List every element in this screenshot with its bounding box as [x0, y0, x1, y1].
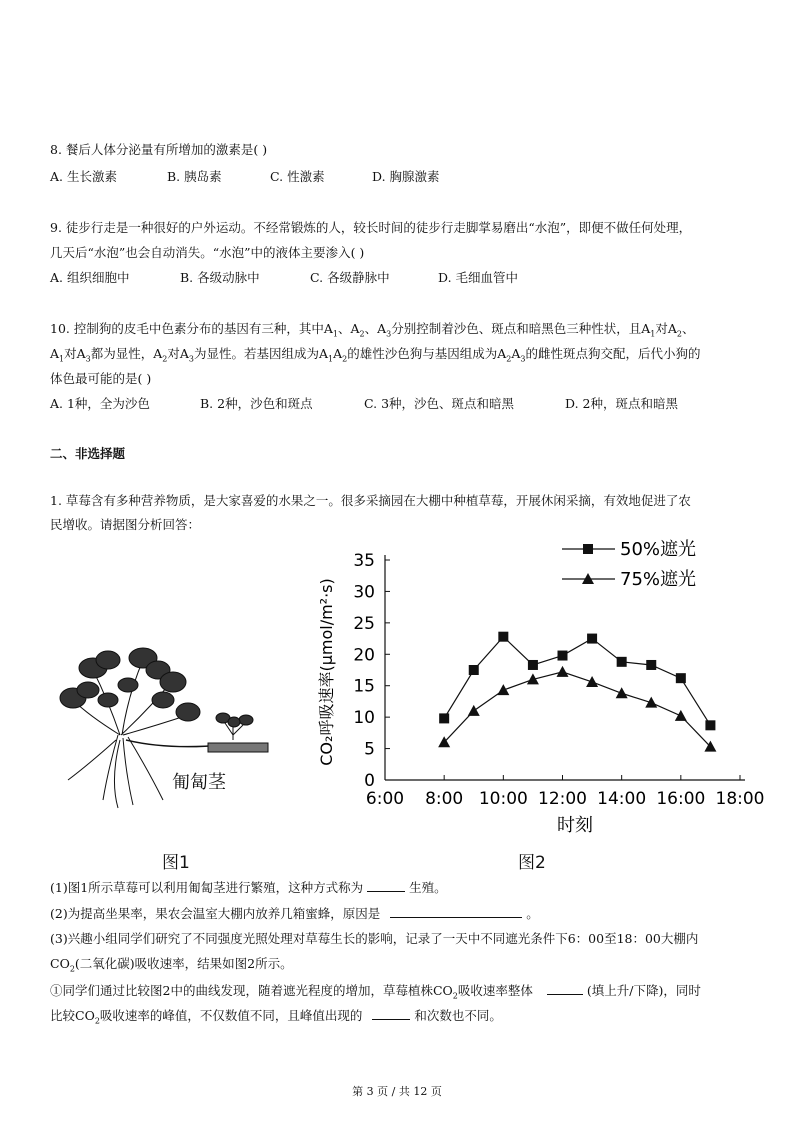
- data-point-square: [469, 665, 479, 675]
- q8-stem: 8. 餐后人体分泌量有所增加的激素是( ): [50, 142, 268, 157]
- q10-option-b[interactable]: B. 2种，沙色和斑点: [200, 396, 313, 411]
- q8-option-b[interactable]: B. 胰岛素: [167, 169, 222, 184]
- strawberry-plant-illustration: [48, 640, 278, 810]
- q8-option-c[interactable]: C. 性激素: [270, 169, 325, 184]
- data-point-square: [646, 660, 656, 670]
- q1-part4-line2: 比较$CO_2$吸收速率的峰值，不仅数值不同，且峰值出现的 和次数也不同。: [50, 1008, 502, 1026]
- q10-stem-line1: 10. 控制狗的皮毛中色素分布的基因有三种，其中$A_1$、$A_2$、$A_3$分别控制着沙色、斑点和暗黑色三种性状，且$A_1$对$A_2$、: [50, 321, 695, 339]
- legend-label: 75%遮光: [620, 569, 697, 590]
- data-point-triangle: [497, 684, 509, 695]
- data-point-square: [528, 660, 538, 670]
- series-line-1: [444, 637, 710, 726]
- y-tick-label: 0: [364, 771, 375, 791]
- q1-stem-line1: 1. 草莓含有多种营养物质，是大家喜爱的水果之一。很多采摘园在大棚中种植草莓，开展休闲采摘，有效地促进了农: [50, 493, 691, 508]
- q9-option-b[interactable]: B. 各级动脉中: [180, 270, 260, 285]
- data-point-square: [558, 651, 568, 661]
- q1-part3-line2: $CO_2$(二氧化碳)吸收速率，结果如图2所示。: [50, 956, 293, 974]
- section-title: 二、非选择题: [50, 446, 126, 461]
- q10-option-d[interactable]: D. 2种，斑点和暗黑: [565, 396, 678, 411]
- q10-option-a[interactable]: A. 1种，全为沙色: [50, 396, 150, 411]
- data-point-square: [617, 657, 627, 667]
- q1-part2: (2)为提高坐果率，果农会温室大棚内放养几箱蜜蜂，原因是 。: [50, 906, 539, 921]
- q9-option-a[interactable]: A. 组织细胞中: [50, 270, 130, 285]
- page-footer: 第 3 页 / 共 12 页: [352, 1085, 442, 1098]
- chart-x-label: 时刻: [557, 815, 593, 836]
- q1-part3-line1: (3)兴趣小组同学们研究了不同强度光照处理对草莓生长的影响，记录了一天中不同遮光条件下6：00至18：00大棚内: [50, 931, 699, 946]
- data-point-triangle: [586, 676, 598, 687]
- q10-stem-line3: 体色最可能的是( ): [50, 371, 152, 386]
- series-line-2: [444, 672, 710, 747]
- x-tick-label: 16:00: [656, 789, 706, 809]
- data-point-triangle: [675, 710, 687, 721]
- q9-option-d[interactable]: D. 毛细血管中: [438, 270, 519, 285]
- data-point-triangle: [616, 687, 628, 698]
- q1-part1: (1)图1所示草莓可以利用匍匐茎进行繁殖，这种方式称为 生殖。: [50, 880, 447, 895]
- y-tick-label: 15: [353, 676, 375, 697]
- q8-option-a[interactable]: A. 生长激素: [50, 169, 117, 184]
- x-tick-label: 10:00: [478, 789, 528, 809]
- legend-label: 50%遮光: [620, 539, 697, 560]
- y-tick-label: 10: [353, 708, 375, 729]
- data-point-triangle: [645, 697, 657, 708]
- q9-stem-line2: 几天后“水泡”也会自动消失。“水泡”中的液体主要渗入( ): [50, 245, 365, 260]
- x-tick-label: 6:00: [365, 789, 405, 809]
- legend-marker-square: [583, 544, 593, 554]
- q1-stem-line2: 民增收。请据图分析回答：: [50, 517, 201, 532]
- q10-stem-line2: $A_1$对$A_3$都为显性，$A_2$对$A_3$为显性。若基因组成为$A_1A_2$的雄性沙色狗与基因组成为$A_2A_3$的雌性斑点狗交配，后代小狗的: [50, 346, 701, 364]
- q9-option-c[interactable]: C. 各级静脉中: [310, 270, 390, 285]
- data-point-square: [705, 720, 715, 730]
- chart-series: [438, 632, 716, 752]
- data-point-triangle: [557, 666, 569, 677]
- x-tick-label: 12:00: [538, 789, 587, 809]
- data-point-square: [676, 673, 686, 683]
- x-tick-label: 8:00: [425, 789, 464, 809]
- data-point-square: [587, 634, 597, 644]
- chart-legend: [562, 539, 696, 590]
- figure1-label: 图1: [162, 853, 190, 873]
- x-tick-label: 14:00: [597, 789, 647, 809]
- answer-blank-3[interactable]: [547, 981, 583, 995]
- figure2-label: 图2: [518, 853, 546, 873]
- figure1-stem-label: 匍匐茎: [172, 772, 226, 793]
- data-point-triangle: [468, 705, 480, 716]
- answer-blank-1[interactable]: [367, 878, 405, 892]
- q8-option-d[interactable]: D. 胸腺激素: [372, 169, 440, 184]
- data-point-square: [439, 713, 449, 723]
- data-point-square: [498, 632, 508, 642]
- x-tick-label: 18:00: [715, 789, 765, 809]
- y-tick-label: 25: [353, 613, 375, 634]
- q9-stem-line1: 9. 徒步行走是一种很好的户外运动。不经常锻炼的人，较长时间的徒步行走脚掌易磨出“水泡”，即便不做任何处理，: [50, 220, 692, 235]
- y-tick-label: 20: [353, 645, 375, 666]
- q10-option-c[interactable]: C. 3种，沙色、斑点和暗黑: [364, 396, 515, 411]
- chart-y-label: CO₂呼吸速率(μmol/m²·s): [317, 578, 336, 766]
- y-tick-label: 30: [353, 582, 375, 603]
- q1-part4-line1: ①同学们通过比较图2中的曲线发现，随着遮光程度的增加，草莓植株$CO_2$吸收速率整体 (填上升/下降)，同时: [50, 983, 701, 1001]
- answer-blank-2[interactable]: [390, 904, 522, 918]
- y-tick-label: 35: [353, 551, 375, 571]
- answer-blank-4[interactable]: [372, 1006, 410, 1020]
- y-tick-label: 5: [364, 739, 375, 760]
- co2-rate-chart: [310, 535, 770, 845]
